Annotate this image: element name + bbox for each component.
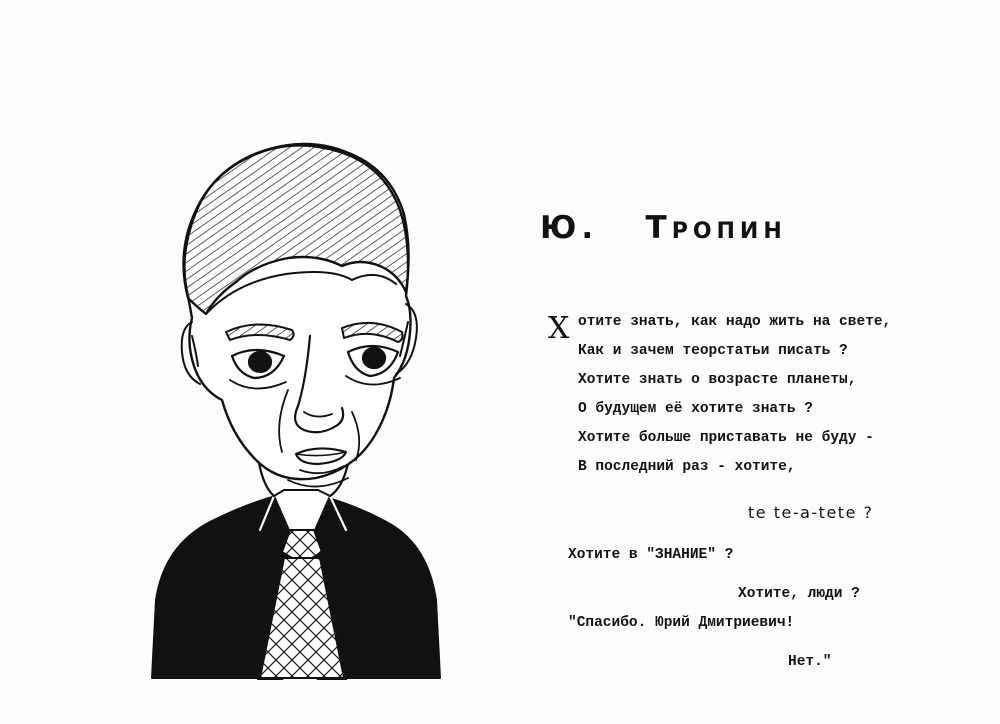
poem-text [520, 308, 960, 677]
poem-line: Хотите в "ЗНАНИЕ" ? [568, 547, 734, 563]
portrait-drawing [60, 60, 480, 680]
poem-line: Хотите знать о возрасте планеты, [578, 372, 857, 388]
poem-line: Нет." [788, 654, 832, 670]
poem-line: отите знать, как надо жить на свете, [578, 314, 892, 330]
poem-line: В последний раз - хотите, [578, 459, 796, 475]
line-spacer [520, 570, 960, 580]
poem-line: Как и зачем теорстатьи писать ? [578, 343, 848, 359]
poem-block [520, 210, 960, 677]
poem-line: Хотите больше приставать не буду - [578, 430, 874, 446]
author-name: Ю. Тропин [540, 210, 787, 246]
portrait-illustration [60, 60, 480, 680]
poem-line-tete-a-tete: te te-a-tete ? [748, 503, 874, 522]
drop-cap: Х [548, 311, 570, 346]
poem-line: "Спасибо. Юрий Дмитриевич! [568, 615, 795, 631]
poem-line: О будущем её хотите знать ? [578, 401, 813, 417]
line-spacer [520, 638, 960, 648]
poem-line: Хотите, люди ? [738, 586, 860, 602]
